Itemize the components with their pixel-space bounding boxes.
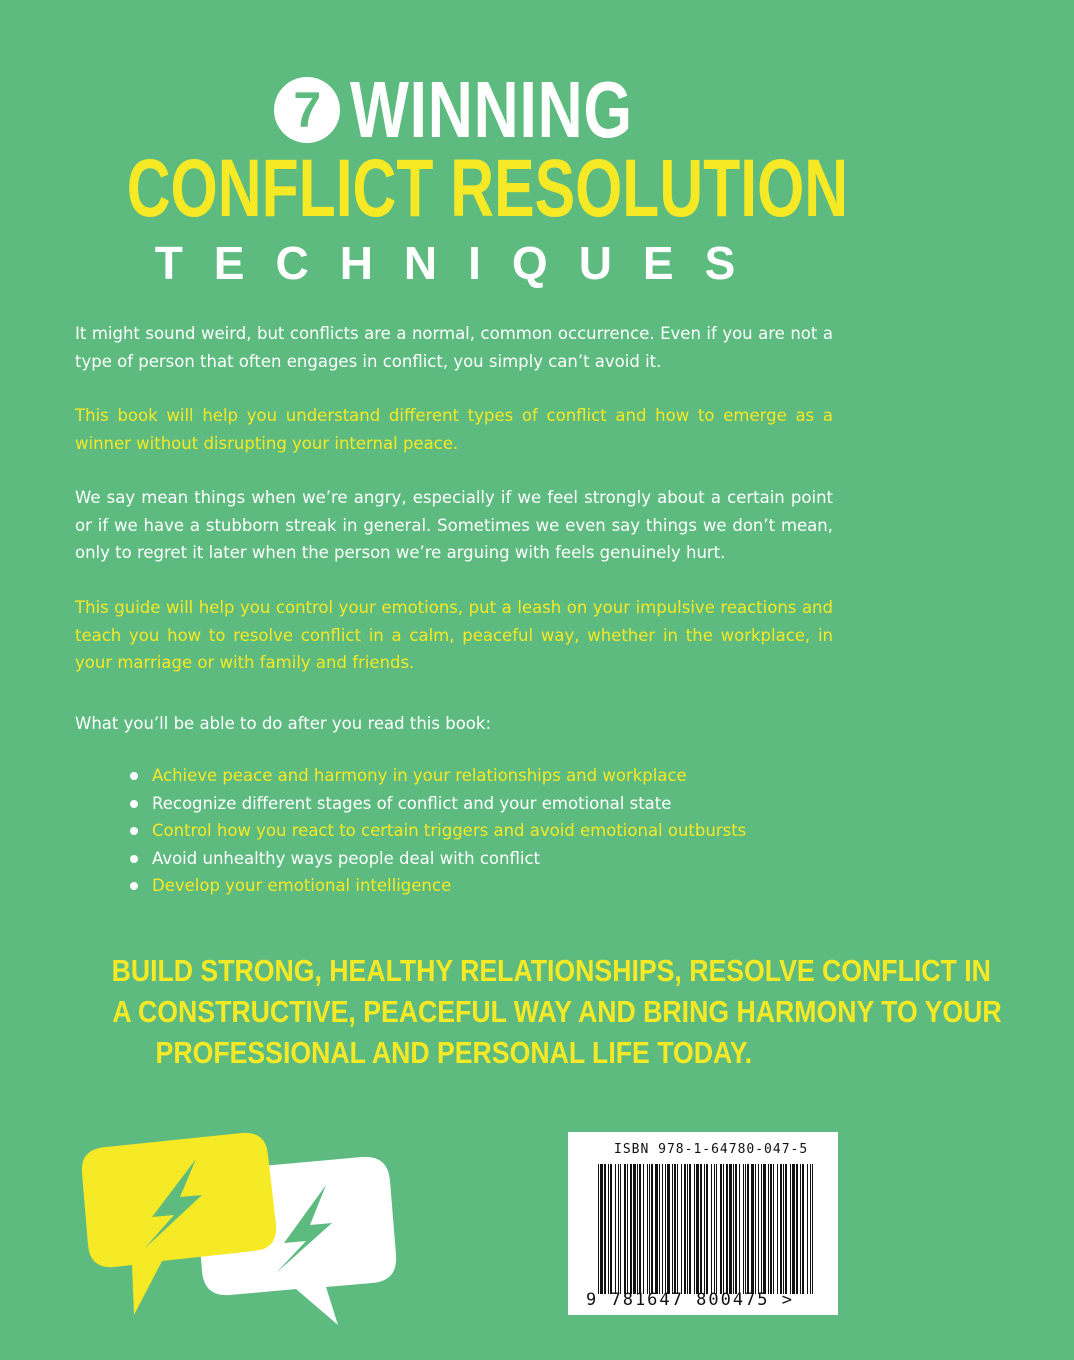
cta-line: A CONSTRUCTIVE, PEACEFUL WAY AND BRING HARMONY TO YOUR (112, 994, 1002, 1029)
barcode-bar (810, 1164, 811, 1294)
barcode-bar (649, 1164, 650, 1294)
barcode-bar (751, 1164, 754, 1294)
barcode-bar (783, 1164, 784, 1294)
barcode-bar (711, 1164, 712, 1294)
list-item: Avoid unhealthy ways people deal with conflict (130, 845, 746, 873)
barcode-bar (610, 1164, 612, 1294)
barcode-bar (630, 1164, 632, 1294)
barcode-bar (716, 1164, 717, 1294)
barcode-bar (812, 1164, 813, 1294)
list-item: Develop your emotional intelligence (130, 872, 746, 900)
barcode-bar (643, 1164, 644, 1294)
barcode-bar (672, 1164, 673, 1294)
barcode-bar (637, 1164, 638, 1294)
barcode-bar (755, 1164, 756, 1294)
barcode-bar (689, 1164, 691, 1294)
barcode-bar (667, 1164, 670, 1294)
barcode-bar (770, 1164, 772, 1294)
isbn-text: ISBN 978-1-64780-047-5 (614, 1142, 809, 1157)
barcode-bar (802, 1164, 804, 1294)
barcode-bar (615, 1164, 616, 1294)
barcode-bar (780, 1164, 782, 1294)
number-badge: 7 (274, 77, 340, 143)
barcode-bar (763, 1164, 766, 1294)
barcode-bar (674, 1164, 676, 1294)
title-subtitle: TECHNIQUES (154, 237, 767, 289)
barcode-bar (743, 1164, 744, 1294)
paragraph-intro: It might sound weird, but conflicts are a normal, common occurrence. Even if you are not a type of person that often engages in conflict, you simply can’t avoid it. (75, 324, 833, 371)
barcode (568, 1132, 838, 1315)
barcode-bar (729, 1164, 732, 1294)
barcode-bar (745, 1164, 746, 1294)
barcode-bar (792, 1164, 795, 1294)
barcode-bar (620, 1164, 621, 1294)
barcode-bar (777, 1164, 778, 1294)
barcode-bar (633, 1164, 636, 1294)
benefits-list (130, 762, 746, 900)
list-item: Recognize different stages of conflict and your emotional state (130, 790, 746, 818)
barcode-bar (659, 1164, 660, 1294)
barcode-bar (761, 1164, 762, 1294)
barcode-bar (735, 1164, 737, 1294)
paragraph-anger: We say mean things when we’re angry, especially if we feel strongly about a certain point or if we have a stubborn streak in general. Sometimes we even say things we don’t mean, only to regret it later when the person we’re arguing with feels genuinely hurt. (75, 488, 833, 562)
barcode-bar (723, 1164, 724, 1294)
list-item: Control how you react to certain triggers and avoid emotional outbursts (130, 817, 746, 845)
barcode-bar (700, 1164, 702, 1294)
title-main (0, 143, 907, 234)
barcode-bar (627, 1164, 628, 1294)
barcode-bar (598, 1164, 599, 1294)
cta-line: BUILD STRONG, HEALTHY RELATIONSHIPS, RESOLVE CONFLICT IN (111, 953, 991, 988)
barcode-bar (639, 1164, 641, 1294)
paragraph-book-help: This book will help you understand different types of conflict and how to emerge as a winner without disrupting your internal peace. (75, 406, 833, 453)
barcode-bar (651, 1164, 653, 1294)
list-item: Achieve peace and harmony in your relationships and workplace (130, 762, 746, 790)
paragraph-guide-help: This guide will help you control your emotions, put a leash on your impulsive reactions and teach you how to resolve conflict in a calm, peaceful way, whether in the workplace, in your marriage or with family and friends. (75, 598, 833, 672)
barcode-bar (773, 1164, 774, 1294)
barcode-bars (598, 1164, 818, 1294)
barcode-bar (677, 1164, 678, 1294)
barcode-bar (714, 1164, 715, 1294)
barcode-bar (618, 1164, 619, 1294)
barcode-bar (733, 1164, 734, 1294)
barcode-bar (684, 1164, 686, 1294)
barcode-bar (647, 1164, 648, 1294)
barcode-bar (768, 1164, 769, 1294)
barcode-bar (704, 1164, 705, 1294)
barcode-bar (739, 1164, 740, 1294)
barcode-bar (706, 1164, 708, 1294)
barcode-bar (662, 1164, 663, 1294)
barcode-bar (604, 1164, 606, 1294)
barcode-bar (655, 1164, 658, 1294)
barcode-bar (726, 1164, 728, 1294)
barcode-bar (600, 1164, 603, 1294)
barcode-bar (785, 1164, 787, 1294)
title-main-text: CONFLICT RESOLUTION (126, 143, 849, 234)
paragraph-list-intro: What you’ll be able to do after you read this book: (75, 714, 492, 733)
barcode-digits: 9 781647 800475 > (586, 1290, 794, 1310)
cta-line: PROFESSIONAL AND PERSONAL LIFE TODAY. (155, 1035, 752, 1070)
barcode-bar (665, 1164, 666, 1294)
barcode-bar (687, 1164, 688, 1294)
title-first-line (0, 65, 907, 154)
barcode-bar (807, 1164, 808, 1294)
speech-bubbles-icon (70, 1125, 400, 1335)
call-to-action (40, 950, 1002, 1073)
barcode-bar (800, 1164, 801, 1294)
barcode-bar (720, 1164, 722, 1294)
barcode-bar (747, 1164, 749, 1294)
barcode-bar (796, 1164, 798, 1294)
barcode-bar (758, 1164, 759, 1294)
barcode-bar (608, 1164, 609, 1294)
barcode-bar (681, 1164, 682, 1294)
barcode-bar (790, 1164, 791, 1294)
barcode-bar (694, 1164, 695, 1294)
title-winning: WINNING (350, 65, 633, 154)
barcode-bar (624, 1164, 626, 1294)
barcode-bar (696, 1164, 699, 1294)
